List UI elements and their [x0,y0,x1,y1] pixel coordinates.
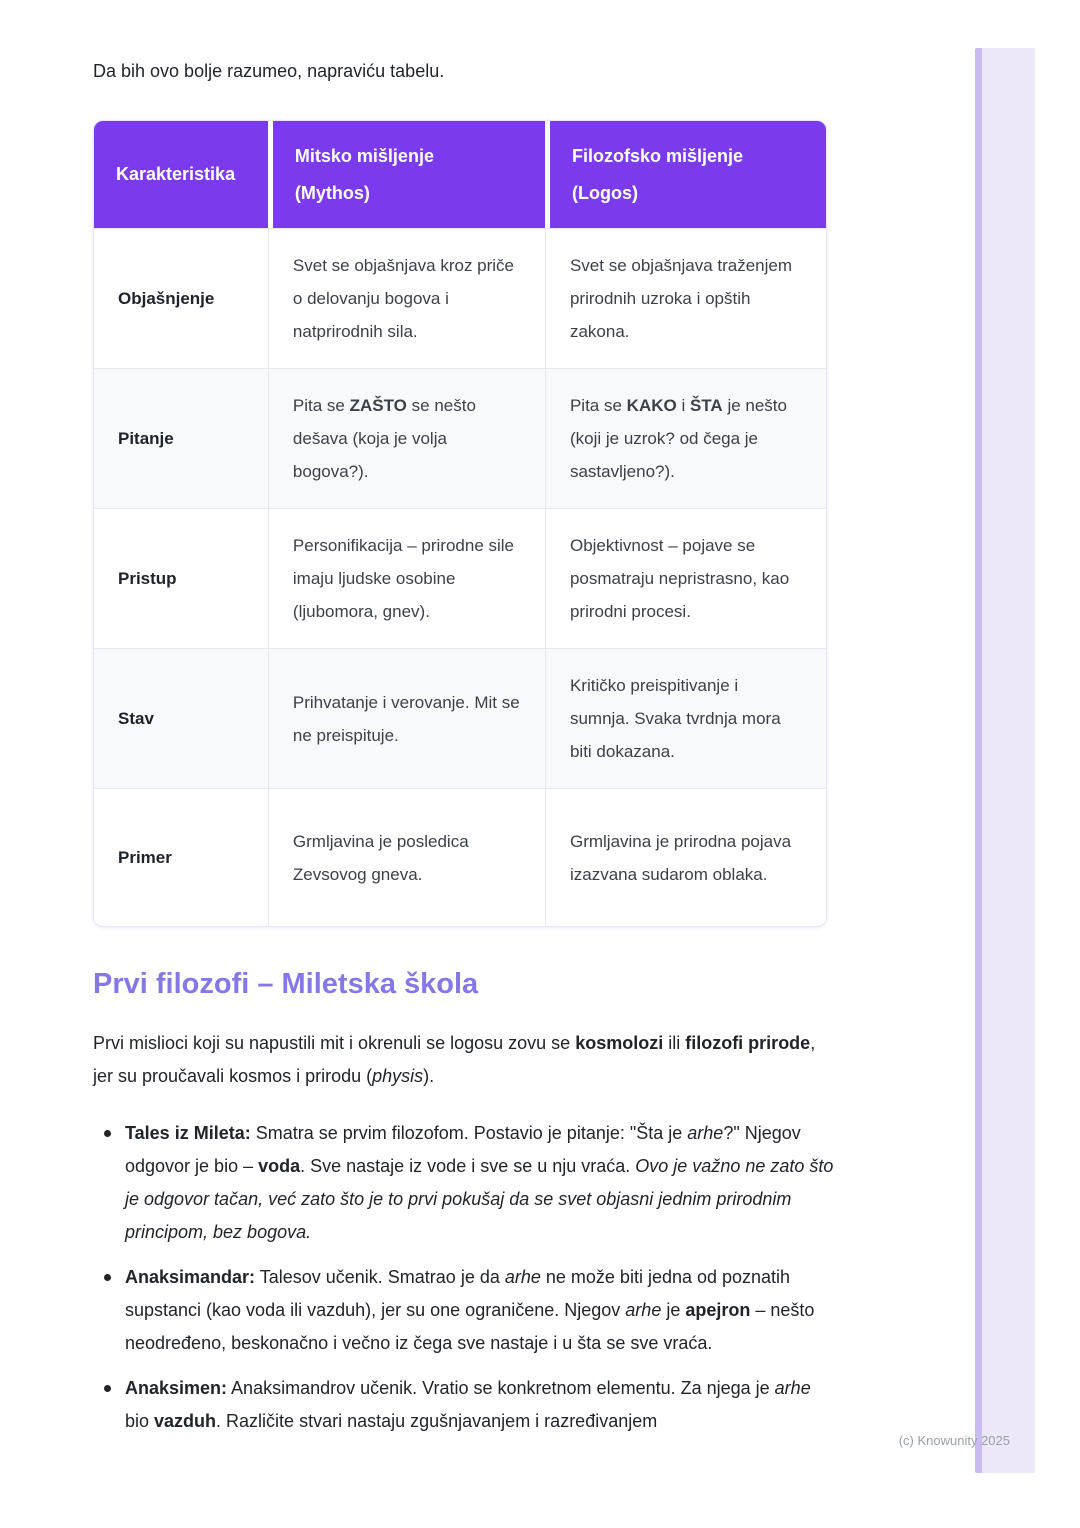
logos-cell: Objektivnost – pojave se posmatraju nepristrasno, kao prirodni procesi. [545,508,826,648]
logos-cell: Svet se objašnjava traženjem prirodnih uzroka i opštih zakona. [545,228,826,368]
section-title: Prvi filozofi – Miletska škola [93,968,479,1000]
mythos-cell: Svet se objašnjava kroz priče o delovanju bogova i natprirodnih sila. [268,228,545,368]
row-label: Stav [94,648,268,788]
intro-sentence: Da bih ovo bolje razumeo, napraviću tabelu. [93,61,445,81]
table-row-pristup [94,508,826,648]
logos-cell: Kritičko preispitivanje i sumnja. Svaka tvrdnja mora biti dokazana. [545,648,826,788]
logos-cell: Grmljavina je prirodna pojava izazvana sudarom oblaka. [545,788,826,926]
row-label: Objašnjenje [94,228,268,368]
table-row-primer [94,788,826,926]
logos-cell: Pita se KAKO i ŠTA je nešto (koji je uzrok? od čega je sastavljeno?). [545,368,826,508]
mythos-cell: Grmljavina je posledica Zevsovog gneva. [268,788,545,926]
row-label: Primer [94,788,268,926]
table-row-stav [94,648,826,788]
table-header-row [94,121,826,228]
list-item-tales: Tales iz Mileta: Smatra se prvim filozofom. Postavio je pitanje: "Šta je arhe?" Njegov odgovor je bio – voda. Sve nastaje iz vode i sve se u nju vraća. Ovo je važno ne zato što je odgovor tačan, već zato što je to prvi pokušaj da se svet objasni jednim prirodnim principom, bez bogova. [125,1117,835,1249]
table-row-pitanje [94,368,826,508]
header-karakteristika: Karakteristika [94,121,268,228]
section-paragraph: Prvi mislioci koji su napustili mit i okrenuli se logosu zovu se kosmolozi ili filozofi prirode, jer su proučavali kosmos i prirodu (physis). [93,1033,816,1086]
row-label: Pitanje [94,368,268,508]
philosophers-list [93,1117,835,1438]
copyright-watermark: (c) Knowunity 2025 [898,1433,1010,1448]
table-row-objasnjenje [94,228,826,368]
header-filozofsko-misljenje: Filozofsko mišljenje (Logos) [545,121,826,228]
mythos-cell: Prihvatanje i verovanje. Mit se ne preispituje. [268,648,545,788]
document-page [93,58,835,1438]
list-item-anaksimen: Anaksimen: Anaksimandrov učenik. Vratio se konkretnom elementu. Za njega je arhe bio vazduh. Različite stvari nastaju zgušnjavanjem i razređivanjem [125,1372,835,1438]
mythos-cell: Personifikacija – prirodne sile imaju ljudske osobine (ljubomora, gnev). [268,508,545,648]
header-mitsko-misljenje: Mitsko mišljenje (Mythos) [268,121,545,228]
mythos-cell: Pita se ZAŠTO se nešto dešava (koja je volja bogova?). [268,368,545,508]
page-edge-strip [975,48,1035,1473]
list-item-anaksimandar: Anaksimandar: Talesov učenik. Smatrao je da arhe ne može biti jedna od poznatih supstanci (kao voda ili vazduh), jer su one ograničene. Njegov arhe je apejron – nešto neodređeno, beskonačno i večno iz čega sve nastaje i u šta se sve vraća. [125,1261,835,1360]
row-label: Pristup [94,508,268,648]
comparison-table [93,120,827,927]
